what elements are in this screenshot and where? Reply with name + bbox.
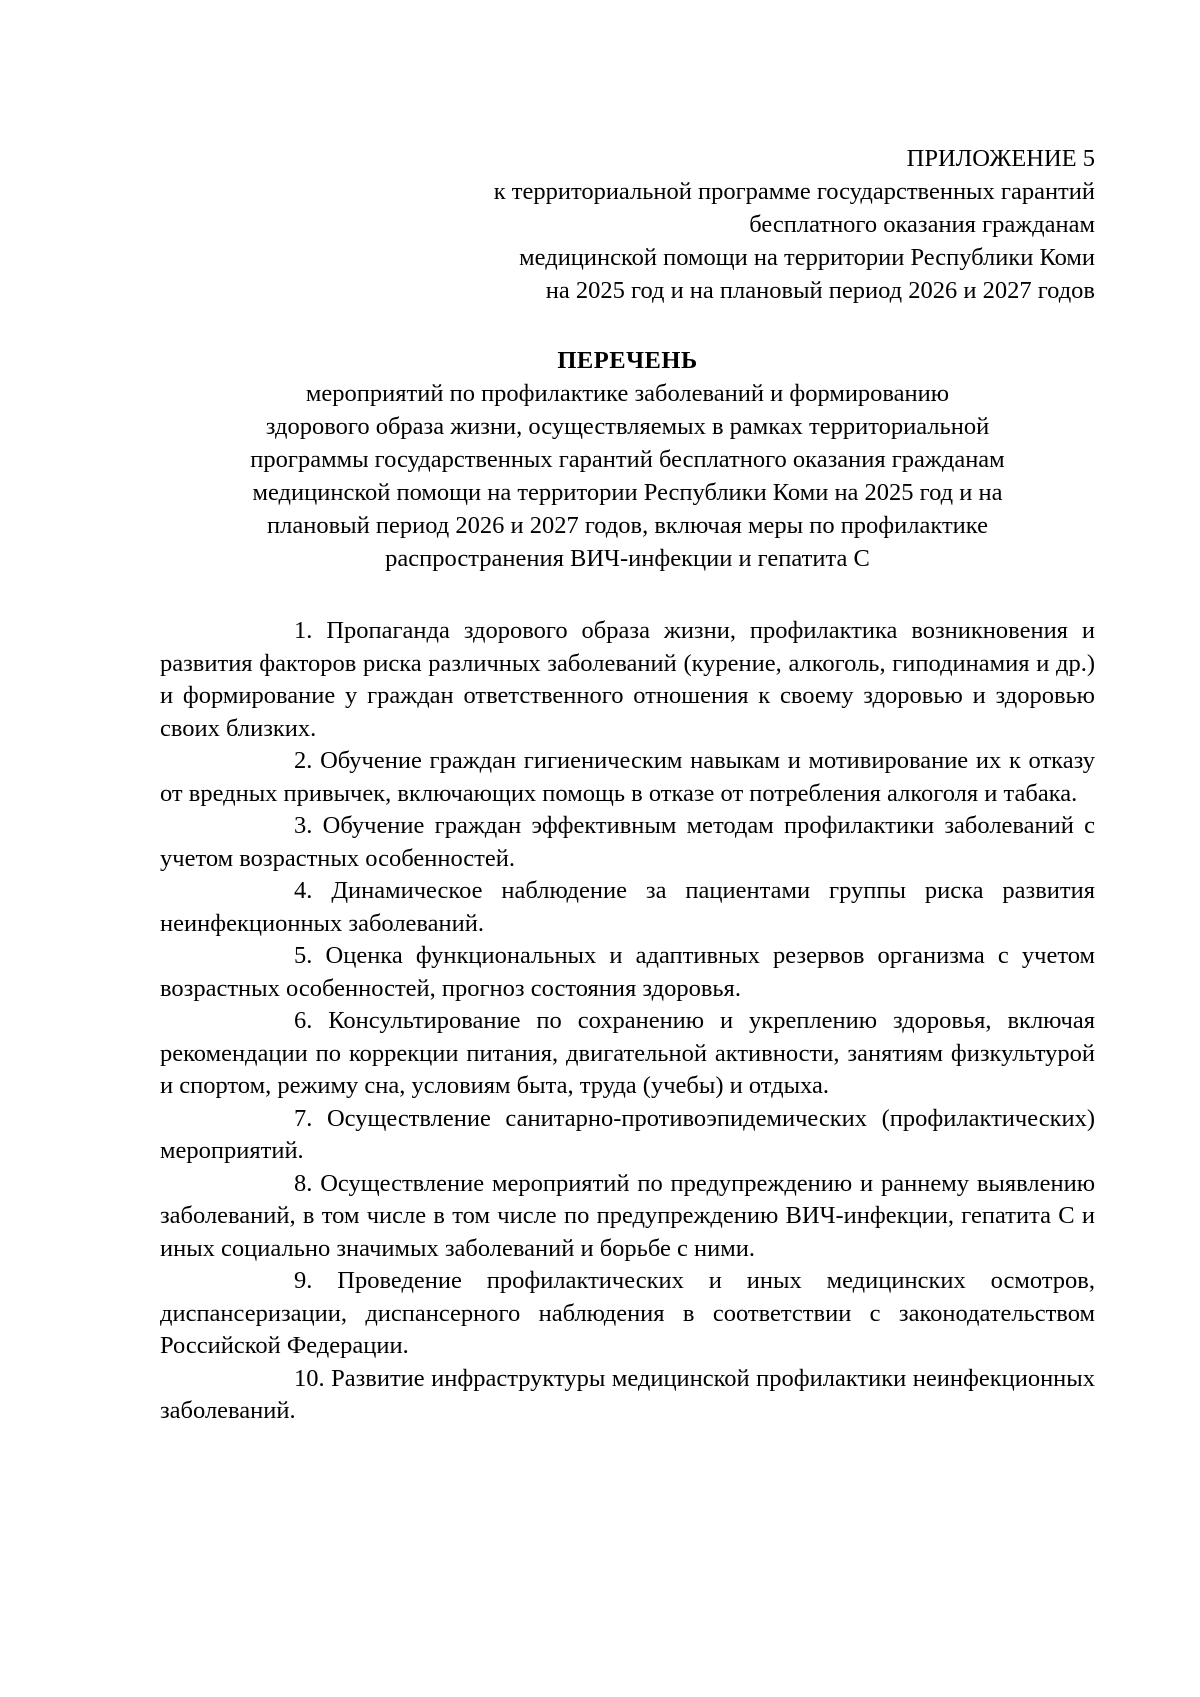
item-number: 4. — [294, 877, 313, 904]
measures-list — [160, 615, 1095, 1428]
document-subtitle-line: плановый период 2026 и 2027 годов, включая меры по профилактике — [267, 512, 988, 539]
item-number: 9. — [294, 1267, 313, 1294]
item-text: Развитие инфраструктуры медицинской профилактики неинфекционных заболеваний. — [160, 1364, 1096, 1424]
item-number: 8. — [294, 1169, 313, 1197]
document-title: ПЕРЕЧЕНЬ — [557, 347, 698, 374]
list-item — [160, 1168, 1095, 1266]
item-number: 2. — [294, 747, 313, 774]
item-number: 7. — [294, 1104, 313, 1132]
item-text: Пропаганда здорового образа жизни, профилактика возникновения и развития факторов риска различных заболеваний (курение, алкоголь, гиподинамия и др.) и формирование у граждан ответственного отношения к своему здоровью и здоровью своих близких. — [160, 617, 1095, 742]
item-text: Консультирование по сохранению и укреплению здоровья, включая рекомендации по коррекции питания, двигательной активности, занятиям физкультурой и спортом, режиму сна, условиям быта, труда (учебы) и отдыха. — [160, 1007, 1096, 1099]
item-number: 6. — [294, 1007, 313, 1034]
list-item — [160, 615, 1095, 745]
appendix-header — [160, 142, 1095, 307]
item-number: 3. — [294, 812, 313, 839]
list-item — [160, 940, 1095, 1005]
document-subtitle-line: медицинской помощи на территории Республики Коми на 2025 год и на — [252, 479, 1003, 506]
list-item — [160, 875, 1095, 940]
item-number: 1. — [294, 617, 313, 644]
list-item — [160, 745, 1095, 810]
document-subtitle-line: здорового образа жизни, осуществляемых в рамках территориальной — [265, 413, 990, 440]
item-text: Оценка функциональных и адаптивных резервов организма с учетом возрастных особенностей, прогноз состояния здоровья. — [160, 942, 1095, 1002]
list-item — [160, 1265, 1095, 1363]
item-number: 5. — [294, 942, 313, 969]
item-text: Обучение граждан гигиеническим навыкам и мотивирование их к отказу от вредных привычек, включающих помощь в отказе от потребления алкоголя и табака. — [160, 747, 1095, 807]
document-subtitle-line: программы государственных гарантий бесплатного оказания гражданам — [250, 446, 1005, 473]
document-subtitle-line: мероприятий по профилактике заболеваний и формированию — [305, 380, 950, 407]
item-text: Динамическое наблюдение за пациентами группы риска развития неинфекционных заболеваний. — [160, 877, 1095, 937]
item-number: 10. — [294, 1364, 325, 1392]
item-text: Осуществление санитарно-противоэпидемических (профилактических) мероприятий. — [160, 1104, 1095, 1164]
list-item — [160, 810, 1095, 875]
appendix-line: на 2025 год и на плановый период 2026 и 2027 годов — [545, 277, 1095, 304]
document-heading — [160, 344, 1095, 575]
list-item — [160, 1363, 1095, 1428]
appendix-title: ПРИЛОЖЕНИЕ 5 — [906, 145, 1095, 172]
appendix-line: бесплатного оказания гражданам — [749, 211, 1095, 238]
appendix-line: к территориальной программе государственных гарантий — [493, 178, 1095, 205]
document-subtitle-line: распространения ВИЧ-инфекции и гепатита С — [385, 545, 870, 572]
list-item — [160, 1103, 1095, 1168]
appendix-line: медицинской помощи на территории Республики Коми — [519, 244, 1095, 271]
list-item — [160, 1005, 1095, 1103]
item-text: Осуществление мероприятий по предупреждению и раннему выявлению заболеваний, в том числе в том числе по предупреждению ВИЧ-инфекции, гепатита С и иных социально значимых заболеваний и борьбе с ними. — [160, 1169, 1096, 1262]
item-text: Проведение профилактических и иных медицинских осмотров, диспансеризации, диспансерного наблюдения в соответствии с законодательством Российской Федерации. — [160, 1267, 1096, 1359]
item-text: Обучение граждан эффективным методам профилактики заболеваний с учетом возрастных особенностей. — [160, 812, 1096, 872]
